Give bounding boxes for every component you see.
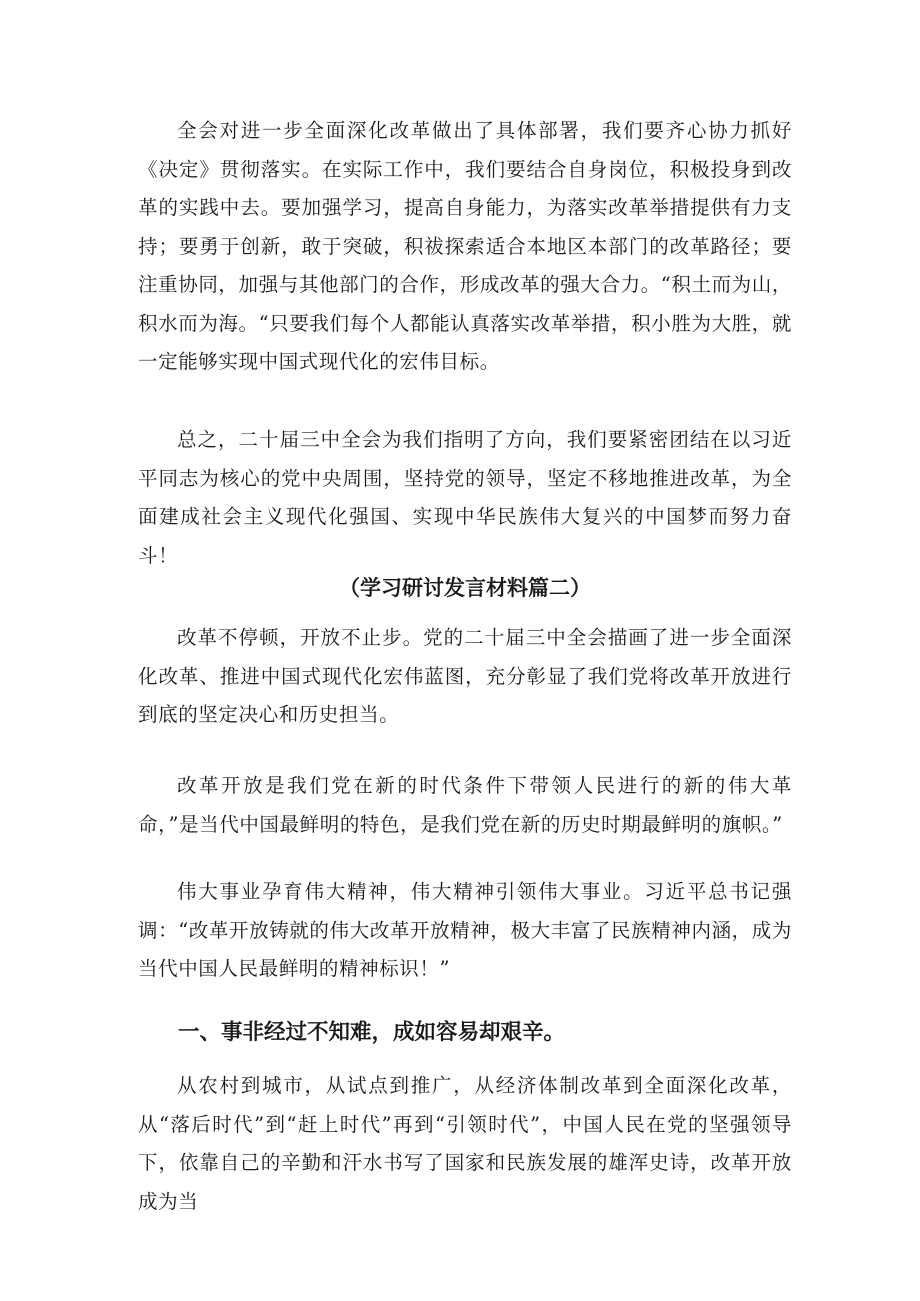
subheading-one: 一、事非经过不知难，成如容易却艰辛。 [178,1020,566,1045]
paragraph-implementation: 全会对进一步全面深化改革做出了具体部署，我们要齐心协力抓好《决定》贯彻落实。在实际工作中，我们要结合自身岗位，积极投身到改革的实践中去。要加强学习，提高自身能力，为落实改革举措提供有力支持；要勇于创新，敢于突破，积祓探索适合本地区本部门的改革路径；要注重协同，加强与其他部门的合作，形成改革的强大合力。“积土而为山，积水而为海。“只要我们每个人都能认真落实改革举措，积小胜为大胜，就一定能够实现中国式现代化的宏伟目标。 [138,119,792,373]
paragraph-reform-spirit: 伟大事业孕育伟大精神，伟大精神引领伟大事业。习近平总书记强调：“改革开放铸就的伟大改革开放精神，极大丰富了民族精神内涵，成为当代中国人民最鲜明的精神标识！” [138,880,792,980]
section-title: （学习研讨发言材料篇二） [339,576,591,600]
paragraph-history: 从农村到城市，从试点到推广，从经济体制改革到全面深化改革，从“落后时代”到“赶上时代”再到“引领时代”，中国人民在党的坚强领导下，依靠自己的辛勤和汗水书写了国家和民族发展的雄浑史诗，改革开放成为当 [138,1074,792,1213]
paragraph-conclusion: 总之，二十届三中全会为我们指明了方向，我们要紧密团结在以习近平同志为核心的党中央周围，坚持党的领导，坚定不移地推进改革，为全面建成社会主义现代化强国、实现中华民族伟大复兴的中国梦而努力奋斗！ [138,428,792,567]
paragraph-reform-intro: 改革不停顿，开放不止步。党的二十届三中全会描画了进一步全面深化改革、推进中国式现代化宏伟蓝图，充分彰显了我们党将改革开放进行到底的坚定决心和历史担当。 [138,626,792,726]
paragraph-reform-revolution: 改革开放是我们党在新的时代条件下带领人民进行的新的伟大革命，”是当代中国最鲜明的特色，是我们党在新的历史时期最鲜明的旗帜。” [138,774,792,836]
